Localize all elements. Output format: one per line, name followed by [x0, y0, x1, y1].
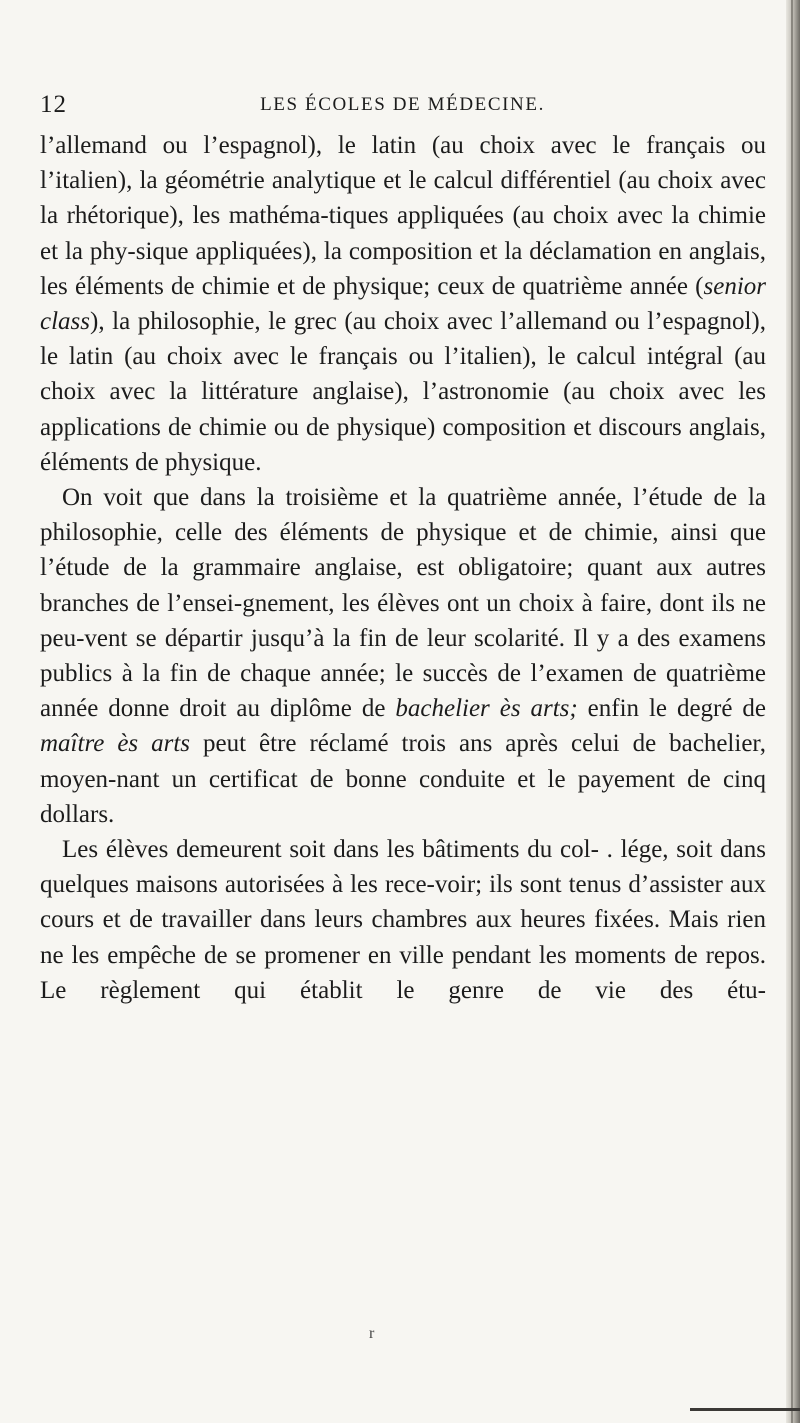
paragraph-2-text-a: On voit que dans la troisième et la quatrième année, l’étude de la philosophie, celle des éléments de physique et de chimie, ainsi que l’étude de la grammaire anglaise, est obligatoire; quant aux autres branches de l’ensei-gnement, les élèves ont un choix à faire, dont ils ne peu-vent se départir jusqu’à la fin de leur scolarité. Il y a des examens publics à la fin de chaque année; le succès de l’examen de quatrième année donne droit au diplôme de — [40, 484, 766, 723]
paragraph-3 — [40, 832, 766, 1008]
page-number: 12 — [40, 91, 67, 118]
page-edge-shadow — [786, 0, 800, 1423]
running-title: LES ÉCOLES DE MÉDECINE. — [260, 94, 545, 115]
paragraph-2 — [40, 480, 766, 832]
page-edge-line — [791, 0, 793, 1423]
paragraph-2-text-c: peut être réclamé trois ans après celui de bachelier, moyen-nant un certificat de bonne conduite et le payement de cinq dollars. — [40, 730, 766, 828]
paragraph-1-italic-senior-class: senior class — [40, 272, 766, 336]
paragraph-2-italic-bachelier: bachelier ès arts; — [395, 695, 578, 723]
paragraph-1-text-b: ), la philosophie, le grec (au choix avec l’allemand ou l’espagnol), le latin (au choix avec le français ou l’italien), le calcul intégral (au choix avec la littérature anglaise), l’astronomie (au choix avec les applications de chimie ou de physique) composition et discours anglais, éléments de physique. — [40, 308, 766, 476]
paragraph-2-italic-maitre: maître ès arts — [40, 730, 191, 758]
paragraph-1-text-a: l’allemand ou l’espagnol), le latin (au choix avec le français ou l’italien), la géométrie analytique et le calcul différentiel (au choix avec la rhétorique), les mathéma-tiques appliquées (au choix avec la chimie et la phy-sique appliquées), la composition et la déclamation en anglais, les éléments de chimie et de physique; ceux de quatrième année ( — [40, 132, 766, 300]
body-text — [40, 128, 766, 1008]
bottom-rule — [690, 1408, 800, 1411]
page-header — [40, 92, 765, 118]
paragraph-2-text-b: enfin le degré de — [577, 695, 766, 723]
paragraph-3-text: Les élèves demeurent soit dans les bâtiments du col- . lége, soit dans quelques maisons autorisées à les rece-voir; ils sont tenus d’assister aux cours et de travailler dans leurs chambres aux heures fixées. Mais rien ne les empêche de se promener en ville pendant les moments de repos. Le règlement qui établit le genre de vie des étu- — [40, 836, 766, 1004]
stray-mark: r — [369, 1325, 375, 1342]
paragraph-1 — [40, 128, 766, 480]
